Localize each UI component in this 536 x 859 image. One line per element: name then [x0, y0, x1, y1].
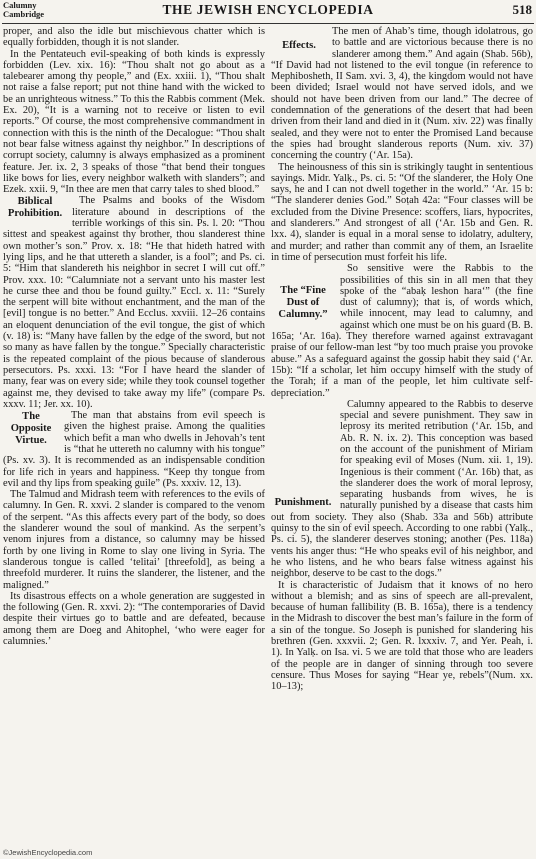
running-head-cambridge: Cambridge: [3, 9, 45, 19]
right-column: [271, 26, 533, 693]
paragraph: In the Pentateuch evil-speaking of both kinds is expressly forbidden (Lev. xix. 16): “Thou shalt not go about as a talebearer among thy people,” and (Ex. xxiii. 1), “Thou shalt not raise a false report; put not thine hand with the wicked to be an unrighteous witness.” To this the Rabbis comment (Mek. Ex. 20), “It is a warning not to receive or listen to evil reports.” Of course, the most comprehensive commandment in connection with this is the ninth of the Decalogue: “Thou shalt not bear false witness against thy neighbor.” In descriptions of corrupt society, calumny is always emphasized as a prominent feature. Jer. ix. 2, 3 speaks of those “that bend their tongues like bows for lies, every neighbor walketh with slanders”; and Ezek. xxii. 9, “In thee are men that carry tales to shed blood.”: [3, 48, 265, 196]
page-header: [0, 0, 536, 24]
paragraph-text: Calumny appeared to the Rabbis to deserve special and severe punishment. They saw in leprosy its merited retribution (‘Ar. 15b, and Ab. R. N. ix. 2). This conception was based on the account of the punishment of Miriam for speaking evil of Moses (Num. xii. 1, 19). Ingenious is their comment (‘Ar. 16b) that, as the slanderer does the work of moral leprosy, separating husbands from wives, he is naturally punished by a disease that casts him out from society. They also (Shab. 33a and 56b) attribute quinsy to the sin of evil speech. According to one rabbi (Yalḳ., Ps. ci. 5), the slanderer deserves stoning; another (Pes. 118a) vents his anger thus: “He who speaks evil of his neighbor, and he who listens, and he who bears false witness against his neighbor, deserve to be cast to the dogs.”: [271, 398, 533, 580]
side-heading-opposite-virtue: The Opposite Virtue.: [10, 411, 52, 447]
paragraph-text: The man that abstains from evil speech is given the highest praise. Among the qualities which befit a man who dwells in Jehovah’s tent is “that he uttereth no calumny with his tongue” (Ps. xv. 3). It is recommended as an indispensable condition for life rich in years and happiness. “Keep thy tongue from evil and thy lips from speaking guile” (Ps. xxxiv. 12, 13).: [3, 410, 265, 489]
paragraph-text: The Psalms and books of the Wisdom literature abound in descriptions of the terrible workings of this sin. Ps. l. 20: “Thou sittest and speakest against thy brother, thou slanderest thine own mother’s son.” Prov. x. 18: “He that hideth hatred with lying lips, and he that uttereth a slander, is a fool”; and Ps. ci. 5: “Him that slandereth his neighbor in secret I will cut off.” Prov. xxx. 10: “Calumniate not a servant unto his master lest he curse thee and thou be found guilty.” Eccl. x. 11: “Surely the serpent will bite without enchantment, and the man of the [evil] tongue is no better.” And Ecclus. xxviii. 12–26 contains an eloquent denunciation of the evil tongue, the gist of which (v. 18) is: “Many have fallen by the edge of the sword, but not so many as have fallen by the tongue.” Specially characteristic is the repeated complaint of the pious because of slanderous persecutors. Ps. xxxi. 13: “For I have heard the slander of many, fear was on every side; while they took counsel together against me, they devised to take away my life” (compare Ps. xxxv. 11; Jer. xx. 10).: [3, 195, 265, 410]
left-column: [3, 26, 265, 647]
paragraph: The Talmud and Midrash teem with references to the evils of calumny. In Gen. R. xxvi. 2 slander is compared to the venom of the serpent. “As this affects every part of the body, so does the slanderer wound the soul of mankind. As the serpent’s venom injures from a distance, so calumny may be hissed forth by one living in Rome to slay one living in Syria. The slanderous tongue is called ‘telitai’ [threefold], as being a threefold murderer. It ruins the slanderer, the listener, and the maligned.”: [3, 489, 265, 591]
side-heading-fine-dust: The “Fine Dust of Calumny.”: [278, 285, 328, 321]
paragraph: proper, and also the idle but mischievous chatter which is equally forbidden, though it is not slander.: [3, 26, 265, 49]
page-title: THE JEWISH ENCYCLOPEDIA: [162, 2, 374, 17]
side-heading-punishment: Punishment.: [274, 496, 332, 508]
paragraph-text: So sensitive were the Rabbis to the possibilities of this sin in all men that they spoke of the “abaḳ leshon hara‘” (the fine dust of calumny); that is, of words which, while innocent, may lead to calumny, and against which one must be on his guard (B. B. 165a; ‘Ar. 16a). They therefore warned against extravagant praise of our fellow-man lest “by too much praise you provoke abuse.” As a safeguard against the gossip habit they said (‘Ar. 15b): “If a scholar, let him occupy himself with the study of the Torah; if a man of the people, let him cultivate self-depreciation.”: [271, 263, 533, 399]
paragraph: Its disastrous effects on a whole generation are suggested in the following (Gen. R. xxvi. 2): “The contemporaries of David despite their virtues go to battle and are defeated, because among them are Doeg and Ahitophel, ‘who were eager for calumnies.’: [3, 590, 265, 648]
paragraph: It is characteristic of Judaism that it knows of no hero without a blemish; and as sins of speech are all-prevalent, because of human fallibility (B. B. 165a), there is a tendency in the Midrash to discover the best man’s failure in the form of a sin of the tongue. So Joseph is punished for slandering his brethren (Gen. xxxvii. 2; Gen. R. lxxxiv. 7, and Yer. Peah, i. 1). In Yalḳ. on Isa. vi. 5 we are told that those who are leaders of the people are in danger of sinning through too severe censure. Thus Moses for saying “Hear ye, rebels”(Num. xx. 10–13);: [271, 579, 533, 693]
page-number: 518: [512, 2, 532, 17]
running-head-calumny: Calumny: [3, 0, 37, 10]
header-rule: [2, 23, 534, 24]
footer-credit: ©JewishEncyclopedia.com: [3, 848, 93, 857]
paragraph-text: The men of Ahab’s time, though idolatrous, go to battle and are victorious because there is no slanderer among them.” And again (Shab. 56b), “If David had not listened to the evil tongue (in reference to Mephibosheth, II Sam. xvi. 3, 4), the kingdom would not have been divided; Israel would not have served idols, and we should not have been driven from our land.” The decree of condemnation of the generations of the desert that had been driven from their land and died in it (Num. xiv. 22) was finally sealed, and they were not to enter the Promised Land because the spies had brought slanderous reports (Num. xiv. 37) concerning the country (‘Ar. 15a).: [271, 26, 533, 162]
side-heading-effects: Effects.: [282, 40, 316, 51]
side-heading-biblical-prohibition: Biblical Prohibition.: [7, 196, 63, 220]
paragraph: The heinousness of this sin is strikingly taught in sententious sayings. Midr. Yalḳ., Ps. ci. 5: “Of the slanderer, the Holy One says, he and I can not dwell together in the world.” ‘Ar. 15 b: “The slanderer denies God.” Soṭah 42a: “Four classes will be excluded from the Divine Presence: scoffers, liars, hypocrites, and slanderers.” And strongest of all (‘Ar. 15b and Gen. R. lxx. 4), slander is equal in a moral sense to idolatry, adultery, and murder; and rather than commit any of them, an Israelite in time of persecution must forfeit his life.: [271, 161, 533, 263]
